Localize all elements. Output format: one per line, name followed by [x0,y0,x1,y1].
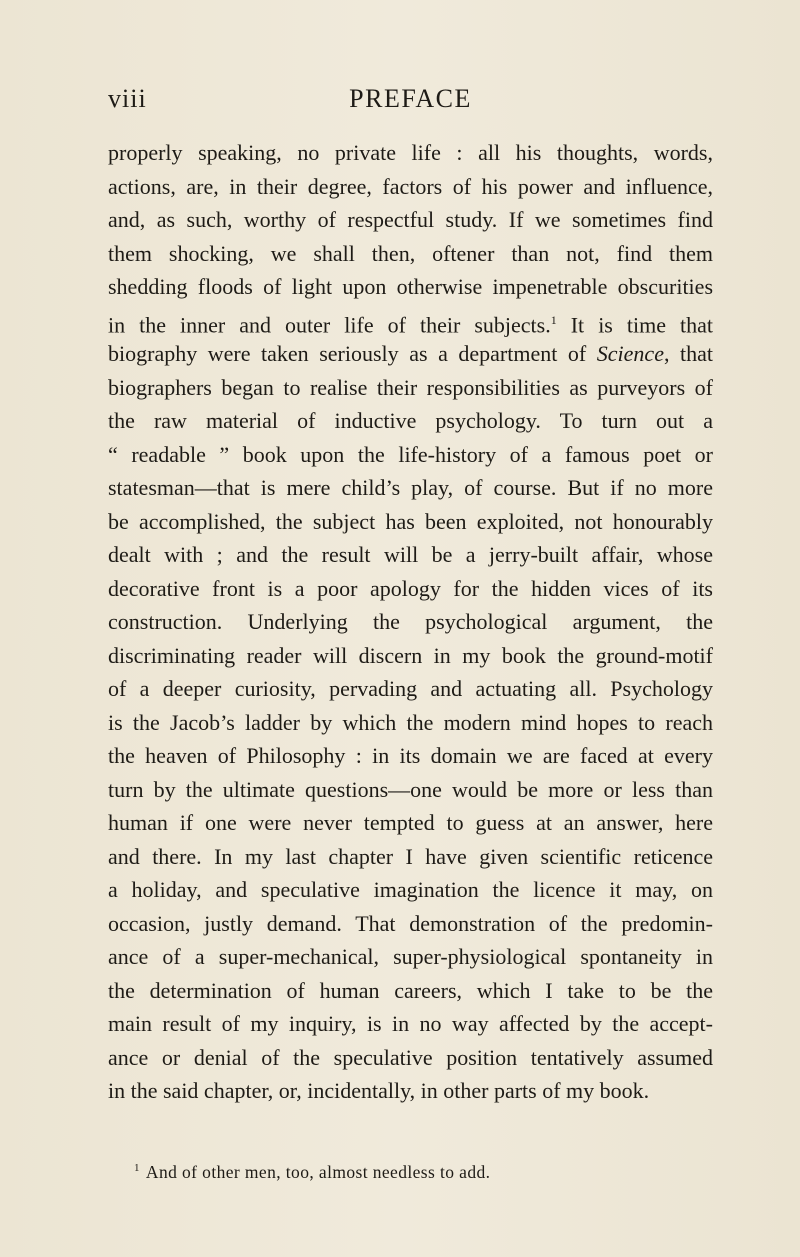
text-line: statesman—that is mere child’s play, of course. But if no more [108,475,713,500]
text-line: dealt with ; and the result will be a jerry-built affair, whose [108,542,713,567]
page-number: viii [108,84,147,113]
text-line: decorative front is a poor apology for the hidden vices of its [108,575,713,601]
footnote [134,1156,694,1184]
text-line: in the said chapter, or, incidentally, in other parts of my book. [108,1078,650,1103]
text-line: main result of my inquiry, is in no way affected by the accept- [108,1011,713,1036]
text-line [108,304,713,338]
text-line: and, as such, worthy of respectful study. If we sometimes find [108,207,713,232]
running-head [108,84,713,124]
body-text [108,136,713,1108]
footnote-reference: 1 [550,312,557,327]
text-line: a holiday, and speculative imagination the licence it may, on [108,877,713,902]
running-title: PREFACE [349,84,472,113]
text-line: the determination of human careers, which I take to be the [108,977,713,1003]
text-line: be accomplished, the subject has been exploited, not honourably [108,508,713,534]
text-line: of a deeper curiosity, pervading and actuating all. Psychology [108,676,713,701]
text-line: them shocking, we shall then, oftener than not, find them [108,240,713,266]
text-line: ance or denial of the speculative position tentatively assumed [108,1044,713,1070]
text-line: actions, are, in their degree, factors of his power and influence, [108,173,713,199]
text-line: is the Jacob’s ladder by which the modern mind hopes to reach [108,709,713,735]
footnote-text: And of other men, too, almost needless to add. [145,1161,491,1182]
text-line: ance of a super-mechanical, super-physiological spontaneity in [108,944,713,969]
text-line: turn by the ultimate questions—one would be more or less than [108,776,713,802]
text-segment: , that [663,341,713,366]
text-segment: biography were taken seriously as a department of [108,341,597,366]
text-line: biographers began to realise their responsibilities as purveyors of [108,374,713,400]
text-line: shedding floods of light upon otherwise impenetrable obscurities [108,274,713,299]
text-line: the heaven of Philosophy : in its domain we are faced at every [108,743,713,768]
text-line: construction. Underlying the psychological argument, the [108,609,713,634]
italic-term: Science [596,341,664,366]
text-line [108,337,713,371]
text-line: the raw material of inductive psychology. To turn out a [108,408,713,433]
text-line: occasion, justly demand. That demonstration of the predomin- [108,910,713,936]
text-line: properly speaking, no private life : all his thoughts, words, [108,140,713,165]
text-line: discriminating reader will discern in my book the ground-motif [108,642,713,668]
footnote-mark: 1 [134,1162,140,1174]
text-line: and there. In my last chapter I have given scientific reticence [108,843,713,869]
text-segment: It is time that [556,311,713,337]
text-segment: in the inner and outer life of their subjects. [108,311,551,337]
text-line: “ readable ” book upon the life-history of a famous poet or [108,441,713,467]
text-line: human if one were never tempted to guess at an answer, here [108,810,713,835]
